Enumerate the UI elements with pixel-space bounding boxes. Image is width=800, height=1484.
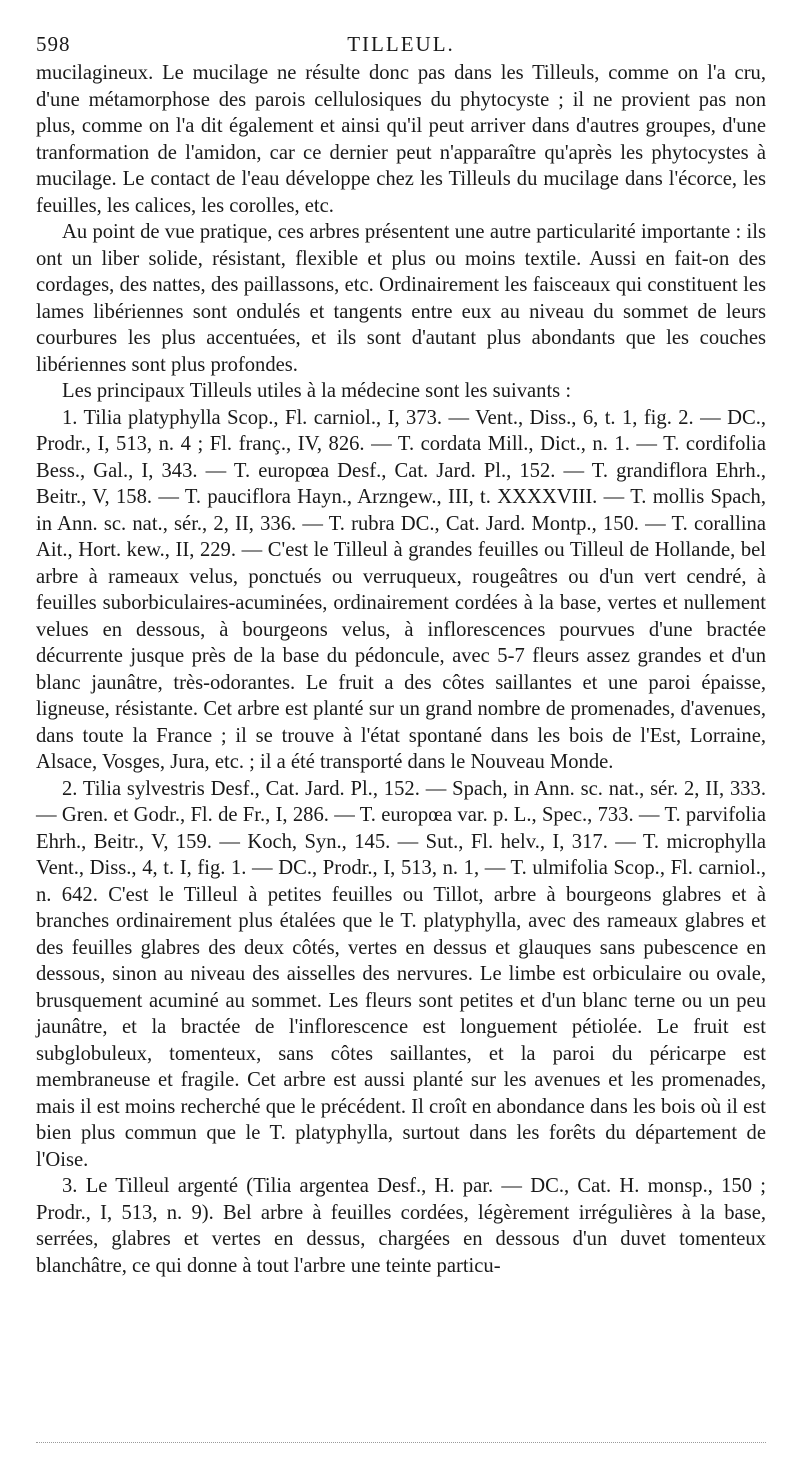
paragraph-mucilage: mucilagineux. Le mucilage ne résulte donc pas dans les Tilleuls, comme on l'a cru, d'une métamorphose des parois cellulosiques du phytocyste ; il ne provient pas non plus, comme on l'a dit également et ainsi qu'il peut arriver dans d'autres groupes, d'une tranformation de l'amidon, car ce dernier peut n'apparaître qu'après les phytocystes à mucilage. Le contact de l'eau développe chez les Tilleuls du mucilage dans l'écorce, les feuilles, les calices, les corolles, etc. bbox=[36, 62, 766, 217]
running-title: TILLEUL. bbox=[347, 32, 455, 56]
paragraph-intro-list: Les principaux Tilleuls utiles à la médecine sont les suivants : bbox=[62, 380, 572, 402]
body-text bbox=[36, 60, 766, 1279]
entry-tilia-argentea: 3. Le Tilleul argenté (Tilia argentea Desf., H. par. — DC., Cat. H. monsp., 150 ; Prodr., I, 513, n. 9). Bel arbre à feuilles cordées, légèrement irrégulières à la base, serrées, glabres et vertes en dessus, chargées en dessous d'un duvet tomenteux blanchâtre, ce qui donne à tout l'arbre une teinte particu- bbox=[36, 1175, 766, 1277]
running-head bbox=[36, 26, 766, 60]
page-number: 598 bbox=[36, 32, 71, 56]
document-page bbox=[36, 26, 766, 1279]
footer-dotted-rule bbox=[36, 1442, 766, 1443]
entry-tilia-sylvestris: 2. Tilia sylvestris Desf., Cat. Jard. Pl., 152. — Spach, in Ann. sc. nat., sér. 2, II, 333. — Gren. et Godr., Fl. de Fr., I, 286. — T. europœa var. p. L., Spec., 733. — T. parvifolia Ehrh., Beitr., V, 159. — Koch, Syn., 145. — Sut., Fl. helv., I, 317. — T. microphylla Vent., Diss., 4, t. I, fig. 1. — DC., Prodr., I, 513, n. 1, — T. ulmifolia Scop., Fl. carniol., n. 642. C'est le Tilleul à petites feuilles ou Tillot, arbre à bourgeons glabres et à branches ordinairement plus étalées que le T. platyphylla, avec des rameaux glabres et des feuilles glabres des deux côtés, vertes en dessus et glauques sans pubescence en dessous, sinon au niveau des aisselles des nervures. Le limbe est orbiculaire ou ovale, brusquement acuminé au sommet. Les fleurs sont petites et d'un blanc terne ou un peu jaunâtre, et la bractée de l'inflorescence est longuement pétiolée. Le fruit est subglobuleux, tomenteux, sans côtes saillantes, et la paroi du péricarpe est membraneuse et fragile. Cet arbre est aussi planté sur les avenues et les promenades, mais il est moins recherché que le précédent. Il croît en abondance dans les bois où il est bien plus commun que le T. platyphylla, surtout dans les forêts du département de l'Oise. bbox=[36, 777, 766, 1171]
paragraph-liber: Au point de vue pratique, ces arbres présentent une autre particularité importante : ils ont un liber solide, résistant, flexible et plus ou moins textile. Aussi en fait-on des cordages, des nattes, des paillassons, etc. Ordinairement les faisceaux qui constituent les lames libériennes sont ondulés et tangents entre eux au niveau du sommet de leurs courbures les plus accentuées, et ils sont d'autant plus abondants que les couches libériennes sont plus profondes. bbox=[36, 221, 766, 376]
entry-tilia-platyphylla: 1. Tilia platyphylla Scop., Fl. carniol., I, 373. — Vent., Diss., 6, t. 1, fig. 2. — DC., Prodr., I, 513, n. 4 ; Fl. franç., IV, 826. — T. cordata Mill., Dict., n. 1. — T. cordifolia Bess., Gal., I, 343. — T. europœa Desf., Cat. Jard. Pl., 152. — T. grandiflora Ehrh., Beitr., V, 158. — T. pauciflora Hayn., Arzngew., III, t. XXXXVIII. — T. mollis Spach, in Ann. sc. nat., sér., 2, II, 336. — T. rubra DC., Cat. Jard. Montp., 150. — T. corallina Ait., Hort. kew., II, 229. — C'est le Tilleul à grandes feuilles ou Tilleul de Hollande, bel arbre à rameaux velus, ponctués ou verruqueux, rougeâtres ou d'un vert cendré, à feuilles suborbiculaires-acuminées, ordinairement cordées à la base, vertes et nullement velues en dessous, à bourgeons velus, à inflorescences pourvues d'une bractée décurrente jusque près de la base du pédoncule, avec 5-7 fleurs assez grandes et d'un blanc jaunâtre, très-odorantes. Le fruit a des côtes saillantes et une paroi épaisse, ligneuse, résistante. Cet arbre est planté sur un grand nombre de promenades, d'avenues, dans toute la France ; il se trouve à l'état spontané dans les bois de l'Est, Lorraine, Alsace, Vosges, Jura, etc. ; il a été transporté dans le Nouveau Monde. bbox=[36, 406, 766, 773]
